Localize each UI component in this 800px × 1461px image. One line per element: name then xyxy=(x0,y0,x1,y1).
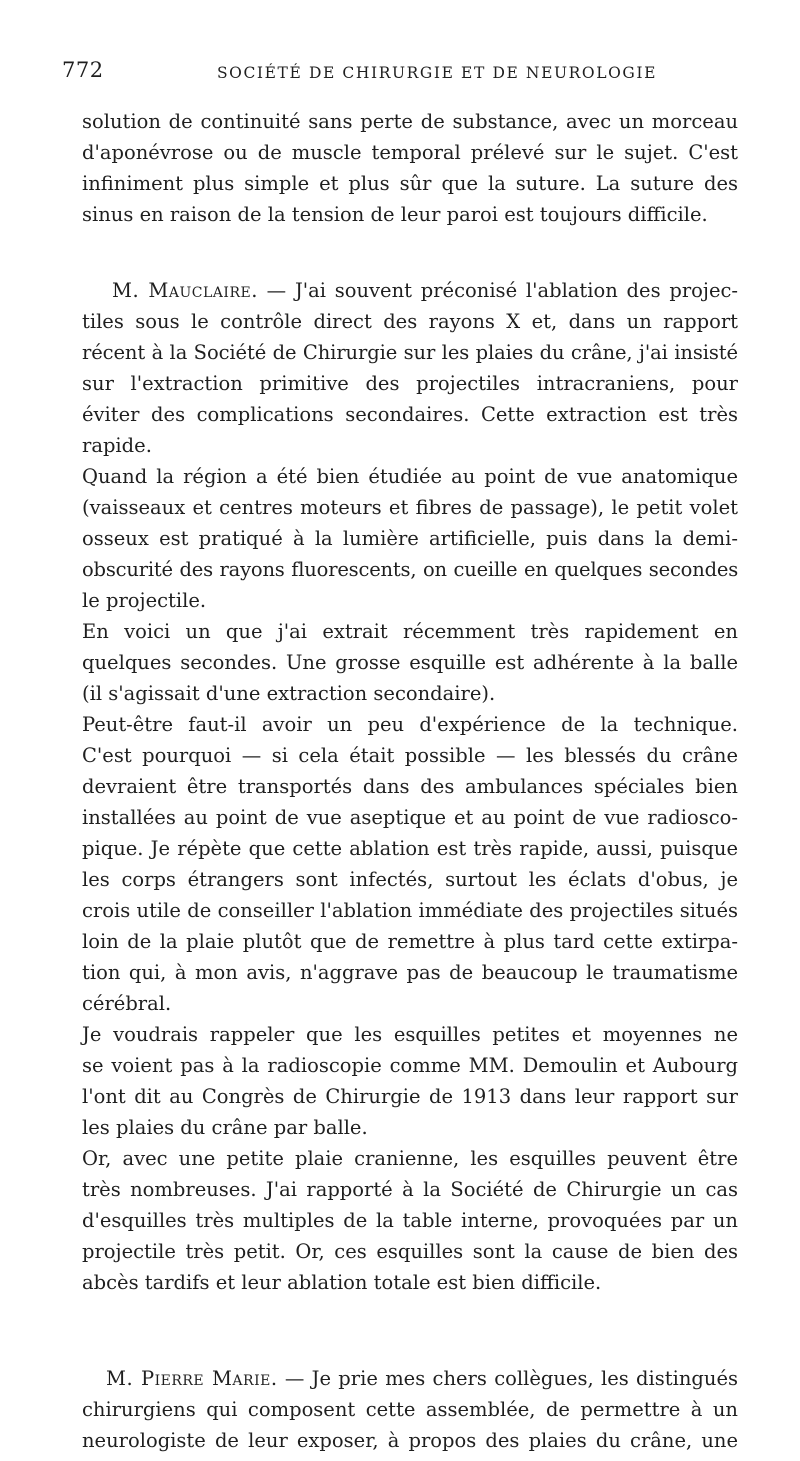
speaker-line xyxy=(82,275,738,306)
text-line: récent à la Société de Chirurgie sur les plaies du crâne, j'ai insisté xyxy=(82,341,738,364)
text-line: tiles sous le contrôle direct des rayons X et, dans un rapport xyxy=(82,310,738,333)
text-line: installées au point de vue aseptique et au point de vue radiosco- xyxy=(82,806,738,829)
section-gap xyxy=(82,230,738,275)
text-line: rapide. xyxy=(82,434,152,457)
text-line: solution de continuité sans perte de substance, avec un morceau xyxy=(82,110,738,133)
speaker-line xyxy=(82,1363,738,1394)
text-line: pique. Je répète que cette ablation est très rapide, aussi, puisque xyxy=(82,837,738,860)
page-header xyxy=(62,58,738,88)
text-line: (il s'agissait d'une extraction secondaire). xyxy=(82,682,496,705)
text-line: se voient pas à la radioscopie comme MM. Demoulin et Aubourg xyxy=(82,1054,738,1077)
text-line: sinus en raison de la tension de leur paroi est toujours difficile. xyxy=(82,203,708,226)
text-line: l'ont dit au Congrès de Chirurgie de 1913 dans leur rapport sur xyxy=(82,1085,738,1108)
paragraph-continuation xyxy=(82,106,738,230)
text-line: projectile très petit. Or, ces esquilles sont la cause de bien des xyxy=(82,1240,738,1263)
text-line: obscurité des rayons fluorescents, on cueille en quelques secondes xyxy=(82,558,738,581)
text-line: tion qui, à mon avis, n'aggrave pas de beaucoup le traumatisme xyxy=(82,961,738,984)
running-title: SOCIÉTÉ DE CHIRURGIE ET DE NEUROLOGIE xyxy=(216,64,658,82)
text-line: crois utile de conseiller l'ablation immédiate des projectiles situés xyxy=(82,899,738,922)
text-line: d'esquilles très multiples de la table interne, provoquées par un xyxy=(82,1209,738,1232)
page-number: 772 xyxy=(62,58,104,82)
text-line: cérébral. xyxy=(82,992,172,1015)
text-line: devraient être transportés dans des ambulances spéciales bien xyxy=(82,775,738,798)
text-line: Or, avec une petite plaie cranienne, les esquilles peuvent être xyxy=(82,1147,738,1170)
speaker-name: M. Mauclaire. xyxy=(112,279,258,302)
body-text xyxy=(82,106,738,1456)
speaker-line-text: — J'ai souvent préconisé l'ablation des projec- xyxy=(257,279,738,302)
text-line: abcès tardifs et leur ablation totale est bien difficile. xyxy=(82,1271,602,1294)
text-line: Je voudrais rappeler que les esquilles petites et moyennes ne xyxy=(82,1023,738,1046)
text-line: les plaies du crâne par balle. xyxy=(82,1116,368,1139)
text-line: quelques secondes. Une grosse esquille est adhérente à la balle xyxy=(82,651,738,674)
text-line: très nombreuses. J'ai rapporté à la Société de Chirurgie un cas xyxy=(82,1178,738,1201)
text-line: Quand la région a été bien étudiée au point de vue anatomique xyxy=(82,465,738,488)
text-line: osseux est pratiqué à la lumière artificielle, puis dans la demi- xyxy=(82,527,738,550)
text-line: loin de la plaie plutôt que de remettre à plus tard cette extirpa- xyxy=(82,930,738,953)
speaker-name: M. Pierre Marie. xyxy=(106,1367,278,1390)
text-line: chirurgiens qui composent cette assemblée, de permettre à un xyxy=(82,1398,738,1421)
text-line: éviter des complications secondaires. Cette extraction est très xyxy=(82,403,738,426)
text-line: (vaisseaux et centres moteurs et fibres de passage), le petit volet xyxy=(82,496,738,519)
text-line: infiniment plus simple et plus sûr que la suture. La suture des xyxy=(82,172,738,195)
text-line: Peut-être faut-il avoir un peu d'expérience de la technique. xyxy=(82,713,738,736)
speaker-line-text: — Je prie mes chers collègues, les distingués xyxy=(277,1367,738,1390)
text-line: le projectile. xyxy=(82,589,207,612)
text-line: C'est pourquoi — si cela était possible — les blessés du crâne xyxy=(82,744,738,767)
section-gap xyxy=(82,1298,738,1363)
text-line: d'aponévrose ou de muscle temporal prélevé sur le sujet. C'est xyxy=(82,141,738,164)
section-marie xyxy=(82,1363,738,1456)
text-line: sur l'extraction primitive des projectiles intracraniens, pour xyxy=(82,372,738,395)
text-line: les corps étrangers sont infectés, surtout les éclats d'obus, je xyxy=(82,868,738,891)
text-line: neurologiste de leur exposer, à propos des plaies du crâne, une xyxy=(82,1429,738,1452)
text-line: En voici un que j'ai extrait récemment très rapidement en xyxy=(82,620,738,643)
section-mauclaire xyxy=(82,275,738,1298)
